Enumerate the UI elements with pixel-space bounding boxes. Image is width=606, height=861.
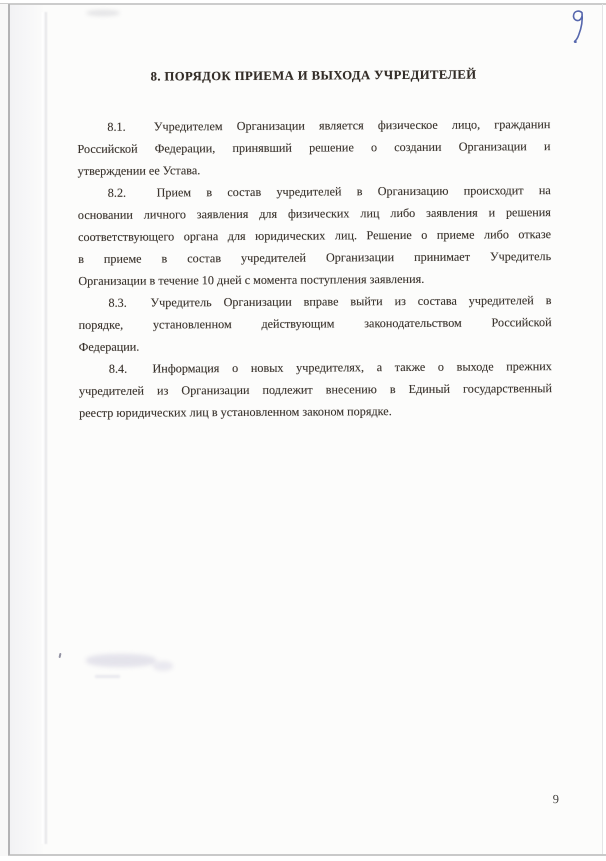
document-content xyxy=(77,63,560,846)
scan-edge-bottom xyxy=(6,854,606,856)
page-fold-crease xyxy=(40,12,48,844)
text-line: Организации в течение 10 дней с момента поступления заявления. xyxy=(78,271,425,288)
text-line: основании личного заявления для физических лиц либо заявления и решения xyxy=(77,205,551,222)
scan-edge-left xyxy=(8,4,10,855)
text-line: утверждении ее Устава. xyxy=(77,163,201,178)
handwritten-nine-glyph xyxy=(565,8,588,47)
text-line: 8.4. Информация о новых учредителях, а также о выходе прежних xyxy=(108,359,552,376)
text-line: 8.3. Учредитель Организации вправе выйти из состава учредителей в xyxy=(108,293,552,310)
text-line: порядке, установленном действующим законодательством Российской xyxy=(78,315,552,332)
scan-edge-top xyxy=(0,3,606,5)
text-line: Российской Федерации, принявший решение о создании Организации и xyxy=(77,139,551,156)
scan-smudge-top xyxy=(86,10,120,16)
scan-edge-right xyxy=(602,4,603,854)
text-line: 8.2. Прием в состав учредителей в Организацию происходит на xyxy=(107,183,551,200)
text-line: учредителей из Организации подлежит внесению в Единый государственный xyxy=(78,381,553,398)
scan-margin-left xyxy=(0,4,8,856)
text-line: Федерации. xyxy=(78,339,140,354)
section-title: 8. ПОРЯДОК ПРИЕМА И ВЫХОДА УЧРЕДИТЕЛЕЙ xyxy=(150,67,477,84)
handwritten-page-mark xyxy=(565,8,588,47)
page-number: 9 xyxy=(552,792,560,807)
text-line: в приеме в состав учредителей Организации принимает Учредитель xyxy=(78,249,552,266)
paragraphs xyxy=(77,113,552,424)
text-line: реестр юридических лиц в установленном законом порядке. xyxy=(79,404,392,420)
text-line: 8.1. Учредителем Организации является физическое лицо, гражданин xyxy=(107,117,551,134)
text-line: соответствующего органа для юридических лиц. Решение о приеме либо отказе xyxy=(78,227,552,244)
scan-shadow-band xyxy=(10,5,43,854)
